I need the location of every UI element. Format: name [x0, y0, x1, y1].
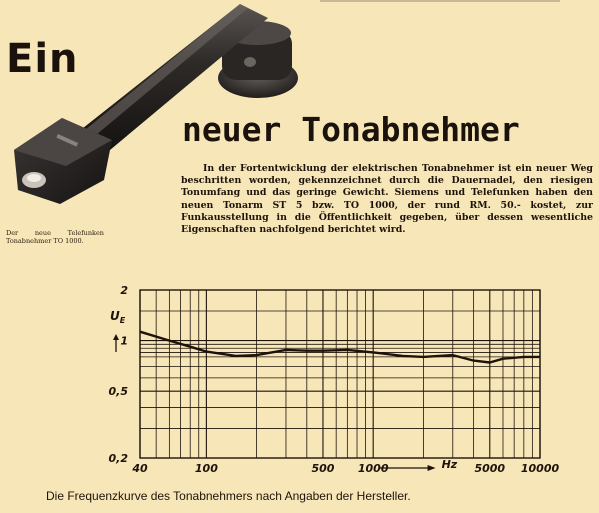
- photo-caption: Der neue Telefunken Tonabnehmer TO 1000.: [6, 229, 104, 245]
- frequency-response-chart: [100, 278, 560, 480]
- y-tick-label: 0,5: [108, 385, 128, 399]
- x-tick-label: 100: [194, 462, 218, 475]
- y-tick-label: 0,2: [108, 452, 128, 465]
- x-tick-label: 1000: [357, 462, 389, 475]
- x-axis-arrow-head: [428, 465, 436, 471]
- y-tick-label: 2: [120, 284, 128, 297]
- chart-caption: Die Frequenzkurve des Tonabnehmers nach Angaben der Hersteller.: [46, 489, 411, 503]
- x-tick-label: 40: [132, 462, 148, 475]
- headline-ein: Ein: [6, 36, 79, 82]
- x-tick-label: 500: [311, 462, 335, 475]
- headline-neuer-tonabnehmer: neuer Tonabnehmer: [182, 110, 520, 149]
- x-tick-label: 10000: [520, 462, 560, 475]
- x-axis-label: Hz: [441, 458, 458, 471]
- y-axis-label: $U_E$: [110, 309, 126, 325]
- plot-frame: [140, 290, 540, 458]
- frequency-curve: [140, 332, 540, 363]
- y-tick-label: 1: [120, 334, 128, 348]
- y-axis-arrow-head: [113, 334, 119, 340]
- intro-paragraph: In der Fortentwicklung der elektrischen Tonabnehmer ist ein neuer Weg beschritten worden, gekennzeichnet durch die Dauernadel, den riesigen Tonumfang und das geringe Gewicht. Siemens und Telefunken haben den neuen Tonarm ST 5 bzw. TO 1000, der rund RM. 50.- kostet, zur Funkausstellung in die Öffentlichkeit gegeben, über dessen wesentliche Eigenschaften nachfolgend berichtet wird.: [181, 163, 593, 236]
- x-tick-label: 5000: [474, 462, 506, 475]
- scan-text-remnant: [320, 0, 560, 4]
